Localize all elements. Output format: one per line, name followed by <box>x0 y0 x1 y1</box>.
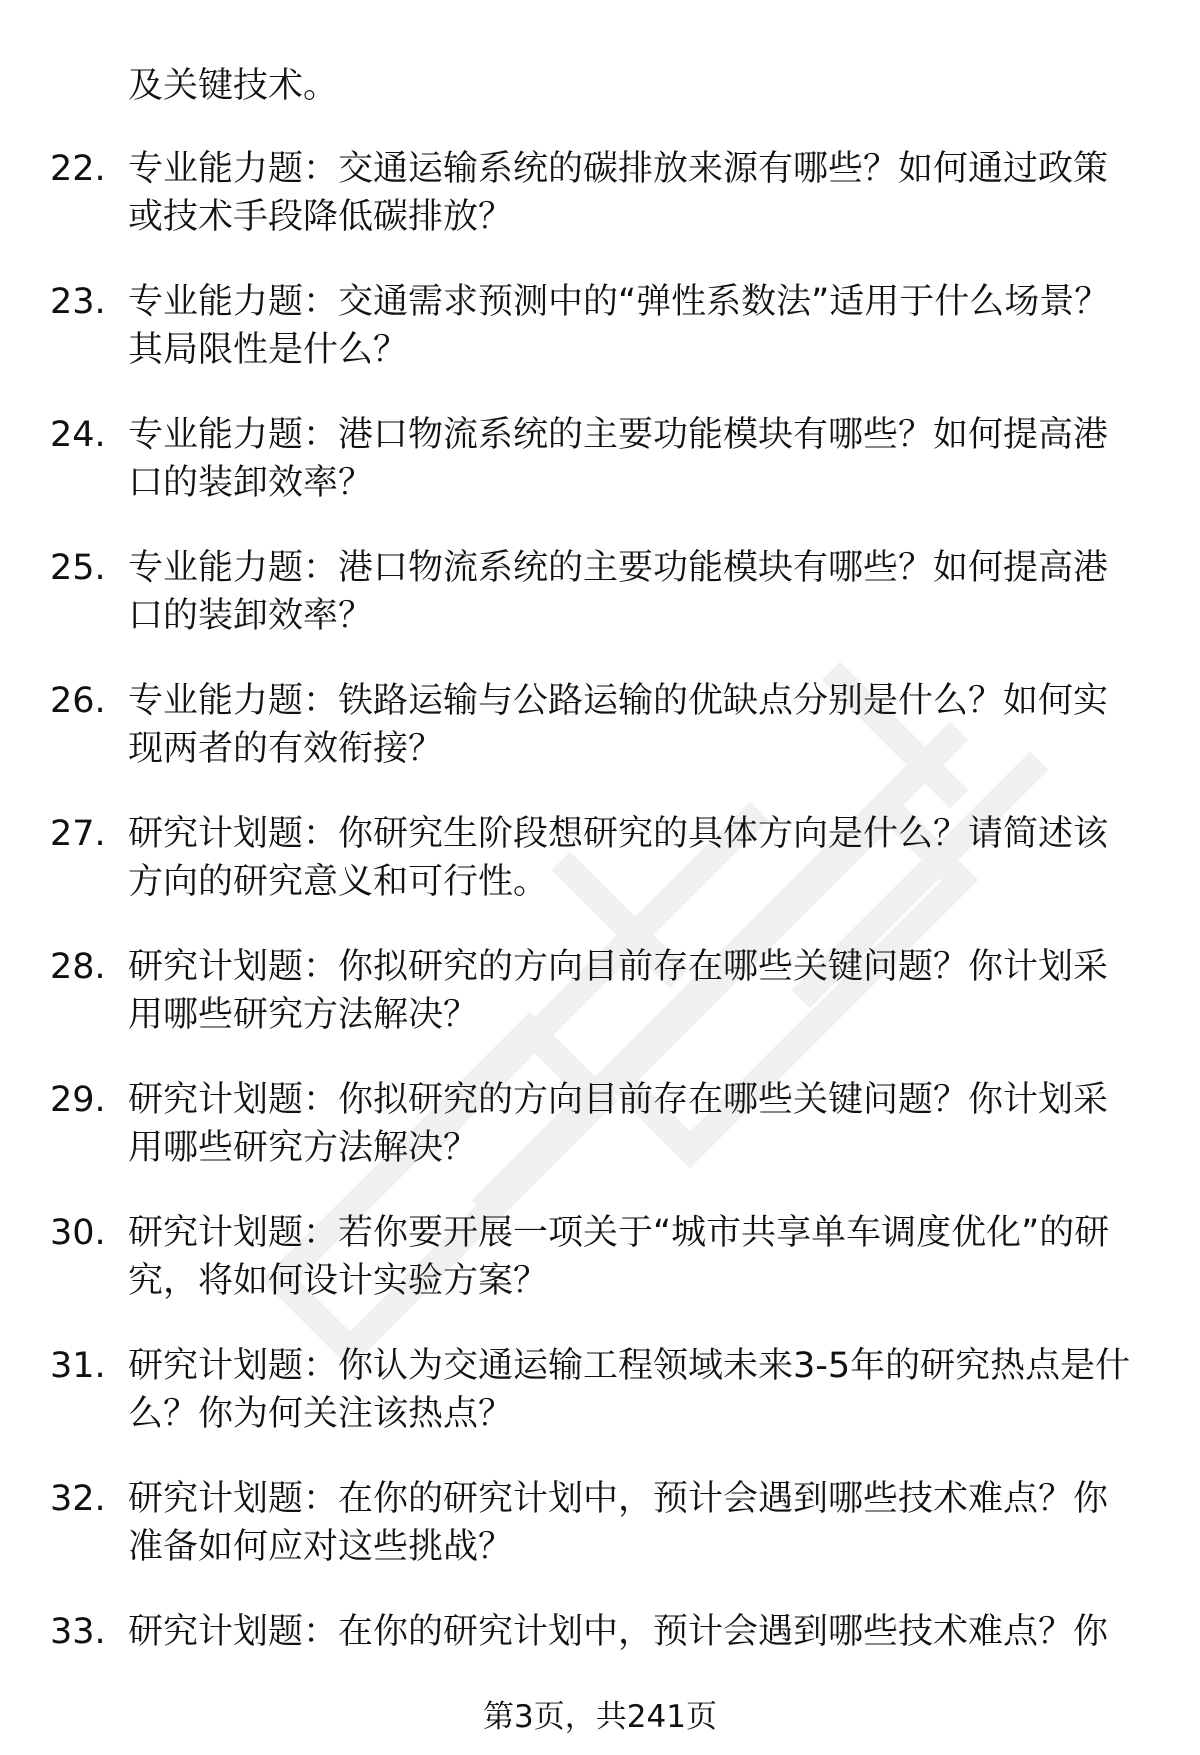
question-item <box>0 411 1200 544</box>
question-text: 专业能力题：交通需求预测中的“弹性系数法”适用于什么场景？其局限性是什么？ <box>128 282 1110 370</box>
question-number: 26. <box>50 681 106 721</box>
question-number: 33. <box>50 1612 106 1652</box>
question-number: 32. <box>50 1479 106 1519</box>
question-item <box>0 677 1200 810</box>
continuation-text: 及关键技术。 <box>128 66 339 106</box>
question-number: 24. <box>50 415 106 455</box>
question-number: 31. <box>50 1346 106 1386</box>
question-number: 25. <box>50 548 106 588</box>
question-item <box>0 810 1200 943</box>
question-number: 29. <box>50 1080 106 1120</box>
question-text: 研究计划题：你拟研究的方向目前存在哪些关键问题？你计划采用哪些研究方法解决？ <box>128 1080 1109 1168</box>
question-text: 研究计划题：你拟研究的方向目前存在哪些关键问题？你计划采用哪些研究方法解决？ <box>128 947 1109 1035</box>
question-number: 22. <box>50 149 106 189</box>
question-text: 研究计划题：在你的研究计划中，预计会遇到哪些技术难点？你准备如何应对这些挑战？ <box>128 1479 1109 1567</box>
question-item <box>0 145 1200 278</box>
question-text: 研究计划题：在你的研究计划中，预计会遇到哪些技术难点？你 <box>128 1612 1109 1652</box>
question-text: 专业能力题：港口物流系统的主要功能模块有哪些？如何提高港口的装卸效率？ <box>128 415 1109 503</box>
question-text: 研究计划题：若你要开展一项关于“城市共享单车调度优化”的研究，将如何设计实验方案？ <box>128 1213 1110 1301</box>
question-item <box>0 1342 1200 1475</box>
question-number: 28. <box>50 947 106 987</box>
question-text: 专业能力题：交通运输系统的碳排放来源有哪些？如何通过政策或技术手段降低碳排放？ <box>128 149 1109 237</box>
question-item <box>0 1209 1200 1342</box>
page-footer: 第3页，共241页 <box>483 1699 717 1735</box>
question-number: 30. <box>50 1213 106 1253</box>
question-item <box>0 1076 1200 1209</box>
question-list <box>0 145 1200 1741</box>
question-text: 专业能力题：铁路运输与公路运输的优缺点分别是什么？如何实现两者的有效衔接？ <box>128 681 1109 769</box>
question-item <box>0 278 1200 411</box>
question-item <box>0 544 1200 677</box>
question-text: 专业能力题：港口物流系统的主要功能模块有哪些？如何提高港口的装卸效率？ <box>128 548 1109 636</box>
question-item <box>0 943 1200 1076</box>
question-text: 研究计划题：你研究生阶段想研究的具体方向是什么？请简述该方向的研究意义和可行性。 <box>128 814 1109 902</box>
question-number: 23. <box>50 282 106 322</box>
question-number: 27. <box>50 814 106 854</box>
question-item <box>0 1475 1200 1608</box>
question-text: 研究计划题：你认为交通运输工程领域未来3-5年的研究热点是什么？你为何关注该热点？ <box>128 1346 1131 1434</box>
